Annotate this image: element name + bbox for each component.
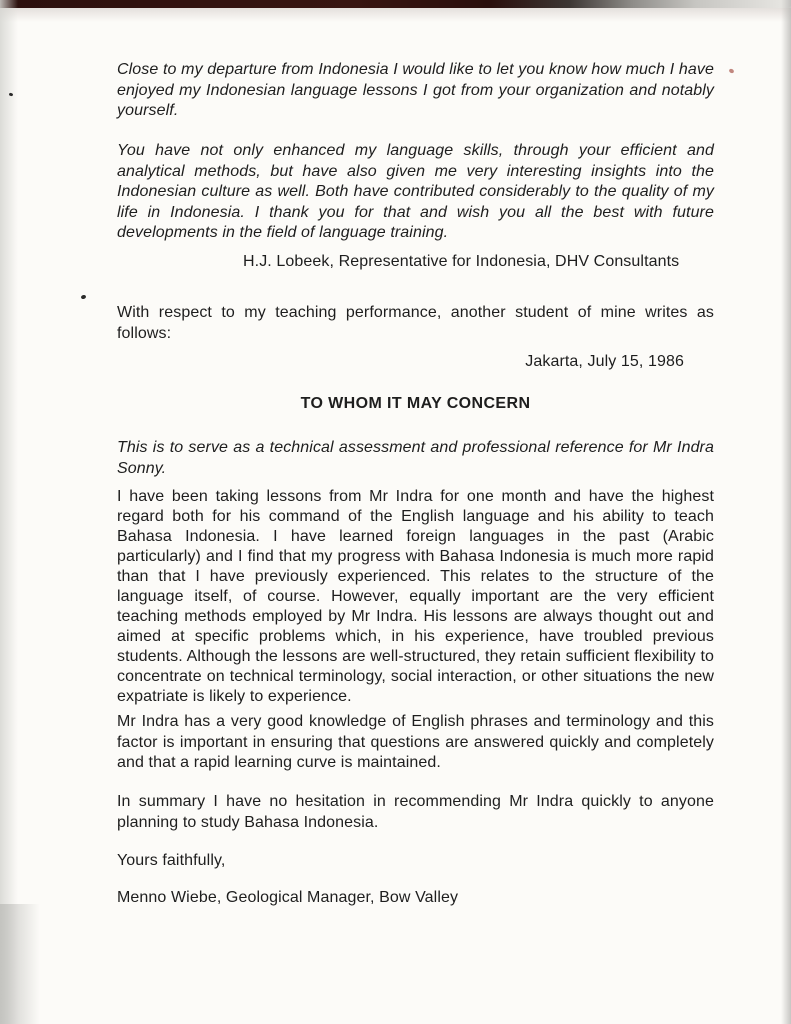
ink-speck xyxy=(728,68,734,74)
ink-speck xyxy=(81,294,87,299)
scan-edge-top-stripe xyxy=(0,0,791,8)
scan-edge-top-shadow xyxy=(0,8,791,22)
quoted-testimonial-paragraph: Close to my departure from Indonesia I would like to let you know how much I have enjoyed my Indonesian language lessons I got from your organization and notably yourself. xyxy=(117,61,714,119)
reference-purpose-paragraph: This is to serve as a technical assessment and professional reference for Mr Indra Sonny. xyxy=(117,439,714,477)
letter-signature: Menno Wiebe, Geological Manager, Bow Valley xyxy=(117,889,459,906)
letter-closing: Yours faithfully, xyxy=(117,852,226,869)
letter-heading: TO WHOM IT MAY CONCERN xyxy=(300,395,531,412)
reference-body-paragraph: I have been taking lessons from Mr Indra for one month and have the highest regard both for his command of the English language and his ability to teach Bahasa Indonesia. I have learned foreign languages in the past (Arabic particularly) and I find that my progress with Bahasa Indonesia is much more rapid than that I have previously experienced. This relates to the structure of the language itself, of course. However, equally important are the very efficient teaching methods employed by Mr Indra. His lessons are always thought out and aimed at specific problems which, in his experience, have troubled previous students. Although the lessons are well-structured, they retain sufficient flexibility to concentrate on technical terminology, social interaction, or other situations the new expatriate is likely to experience. xyxy=(117,488,714,705)
reference-body-paragraph: Mr Indra has a very good knowledge of English phrases and terminology and this factor is important in ensuring that questions are answered quickly and completely and that a rapid learning curve is maintained. xyxy=(117,713,714,771)
connector-paragraph: With respect to my teaching performance, another student of mine writes as follows: xyxy=(117,304,714,342)
dateline: Jakarta, July 15, 1986 xyxy=(525,353,684,370)
scan-edge-left-bottom-band xyxy=(0,904,40,1024)
reference-body-paragraph: In summary I have no hesitation in recommending Mr Indra quickly to anyone planning to study Bahasa Indonesia. xyxy=(117,793,714,831)
scan-edge-right-band xyxy=(781,0,791,1024)
quoted-testimonial-paragraph: You have not only enhanced my language skills, through your efficient and analytical methods, but have also given me very interesting insights into the Indonesian culture as well. Both have contributed considerably to the quality of my life in Indonesia. I thank you for that and wish you all the best with future developments in the field of language training. xyxy=(117,142,714,241)
testimonial-attribution: H.J. Lobeek, Representative for Indonesia, DHV Consultants xyxy=(243,253,680,270)
scan-edge-left-band xyxy=(0,0,18,1024)
